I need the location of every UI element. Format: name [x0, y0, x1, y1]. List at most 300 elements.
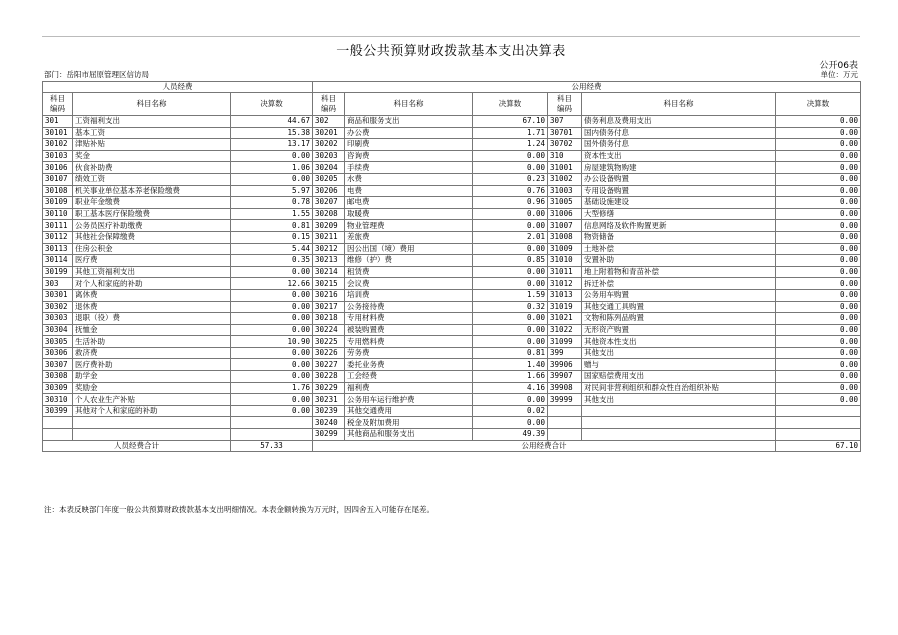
table-row: [43, 347, 861, 359]
report-title: 一般公共预算财政拨款基本支出决算表: [336, 44, 566, 59]
public-b-code-cell: 31099: [548, 336, 582, 348]
personnel-name-cell: [73, 429, 231, 441]
table-row: [43, 382, 861, 394]
header-amount: 决算数: [776, 93, 861, 116]
public-a-amount-cell: 1.40: [473, 359, 548, 371]
public-a-amount-cell: 0.76: [473, 185, 548, 197]
header-code: 科目 编码: [43, 93, 73, 116]
public-a-name-cell: 因公出国（境）费用: [345, 243, 473, 255]
public-a-name-cell: 其他交通费用: [345, 405, 473, 417]
public-b-amount-cell: 0.00: [776, 231, 861, 243]
personnel-code-cell: 30307: [43, 359, 73, 371]
public-b-amount-cell: [776, 417, 861, 429]
public-b-name-cell: 土地补偿: [582, 243, 776, 255]
table-row: [43, 324, 861, 336]
public-a-code-cell: 30239: [313, 405, 345, 417]
header-amount: 决算数: [231, 93, 313, 116]
header-name: 科目名称: [582, 93, 776, 116]
personnel-code-cell: 301: [43, 116, 73, 128]
public-a-name-cell: 专用燃料费: [345, 336, 473, 348]
personnel-amount-cell: 0.00: [231, 405, 313, 417]
table-row: [43, 255, 861, 267]
public-a-code-cell: 30211: [313, 231, 345, 243]
expenditure-table: [42, 81, 861, 452]
public-a-amount-cell: 0.00: [473, 324, 548, 336]
public-b-name-cell: 房屋建筑物购建: [582, 162, 776, 174]
personnel-amount-cell: 0.00: [231, 266, 313, 278]
public-b-code-cell: [548, 405, 582, 417]
public-b-amount-cell: 0.00: [776, 336, 861, 348]
public-a-code-cell: 30224: [313, 324, 345, 336]
public-a-amount-cell: 0.00: [473, 417, 548, 429]
public-a-code-cell: 30205: [313, 173, 345, 185]
personnel-amount-cell: 0.00: [231, 359, 313, 371]
public-a-code-cell: 30201: [313, 127, 345, 139]
personnel-name-cell: 个人农业生产补贴: [73, 394, 231, 406]
personnel-code-cell: 30308: [43, 371, 73, 383]
personnel-name-cell: 离休费: [73, 289, 231, 301]
public-b-code-cell: 30702: [548, 139, 582, 151]
personnel-amount-cell: 0.00: [231, 150, 313, 162]
personnel-code-cell: [43, 429, 73, 441]
public-b-amount-cell: 0.00: [776, 324, 861, 336]
personnel-code-cell: 30101: [43, 127, 73, 139]
personnel-code-cell: 30111: [43, 220, 73, 232]
personnel-code-cell: 30107: [43, 173, 73, 185]
personnel-amount-cell: 1.55: [231, 208, 313, 220]
personnel-code-cell: 30305: [43, 336, 73, 348]
public-b-code-cell: 307: [548, 116, 582, 128]
table-row: [43, 185, 861, 197]
public-b-amount-cell: [776, 405, 861, 417]
public-b-code-cell: 310: [548, 150, 582, 162]
public-a-name-cell: 邮电费: [345, 197, 473, 209]
public-b-name-cell: [582, 429, 776, 441]
public-b-code-cell: 31003: [548, 185, 582, 197]
public-b-code-cell: 31007: [548, 220, 582, 232]
public-a-name-cell: 培训费: [345, 289, 473, 301]
personnel-code-cell: 30109: [43, 197, 73, 209]
public-b-amount-cell: 0.00: [776, 382, 861, 394]
public-b-name-cell: 地上附着物和青苗补偿: [582, 266, 776, 278]
personnel-total-value: 57.33: [231, 440, 313, 452]
public-b-code-cell: 31012: [548, 278, 582, 290]
public-b-amount-cell: 0.00: [776, 173, 861, 185]
personnel-name-cell: 退休费: [73, 301, 231, 313]
table-row: [43, 301, 861, 313]
public-b-code-cell: 39999: [548, 394, 582, 406]
section-public: 公用经费: [313, 82, 861, 93]
public-b-name-cell: 公务用车购置: [582, 289, 776, 301]
personnel-name-cell: 其他社会保障缴费: [73, 231, 231, 243]
public-a-amount-cell: 0.00: [473, 162, 548, 174]
public-a-amount-cell: 1.24: [473, 139, 548, 151]
public-a-name-cell: 公务用车运行维护费: [345, 394, 473, 406]
public-a-code-cell: 30240: [313, 417, 345, 429]
personnel-code-cell: 30199: [43, 266, 73, 278]
public-b-amount-cell: 0.00: [776, 371, 861, 383]
public-b-amount-cell: 0.00: [776, 255, 861, 267]
public-b-code-cell: 30701: [548, 127, 582, 139]
personnel-amount-cell: [231, 429, 313, 441]
public-b-name-cell: 债务利息及费用支出: [582, 116, 776, 128]
personnel-code-cell: 30112: [43, 231, 73, 243]
table-row: [43, 127, 861, 139]
public-a-amount-cell: 1.71: [473, 127, 548, 139]
personnel-name-cell: 抚恤金: [73, 324, 231, 336]
personnel-code-cell: 30303: [43, 313, 73, 325]
personnel-amount-cell: 0.00: [231, 289, 313, 301]
public-a-amount-cell: 49.39: [473, 429, 548, 441]
public-a-code-cell: 30228: [313, 371, 345, 383]
table-row: [43, 243, 861, 255]
public-total-value: 67.10: [776, 440, 861, 452]
public-a-amount-cell: 0.85: [473, 255, 548, 267]
personnel-amount-cell: 13.17: [231, 139, 313, 151]
public-b-name-cell: 信息网络及软件购置更新: [582, 220, 776, 232]
personnel-name-cell: 职工基本医疗保险缴费: [73, 208, 231, 220]
personnel-name-cell: 基本工资: [73, 127, 231, 139]
public-b-amount-cell: 0.00: [776, 289, 861, 301]
personnel-name-cell: 助学金: [73, 371, 231, 383]
totals-row: [43, 440, 861, 452]
public-b-code-cell: 39906: [548, 359, 582, 371]
table-row: [43, 220, 861, 232]
public-b-amount-cell: 0.00: [776, 162, 861, 174]
public-b-amount-cell: 0.00: [776, 197, 861, 209]
public-a-code-cell: 30225: [313, 336, 345, 348]
public-b-name-cell: 基础设施建设: [582, 197, 776, 209]
table-row: [43, 359, 861, 371]
personnel-code-cell: 30306: [43, 347, 73, 359]
public-a-name-cell: 咨询费: [345, 150, 473, 162]
personnel-name-cell: 其他工资福利支出: [73, 266, 231, 278]
public-a-name-cell: 税金及附加费用: [345, 417, 473, 429]
personnel-amount-cell: 0.00: [231, 347, 313, 359]
public-a-code-cell: 302: [313, 116, 345, 128]
public-b-code-cell: 31011: [548, 266, 582, 278]
public-a-name-cell: 办公费: [345, 127, 473, 139]
public-total-label: 公用经费合计: [313, 440, 776, 452]
public-a-amount-cell: 0.23: [473, 173, 548, 185]
header-code: 科目 编码: [313, 93, 345, 116]
public-a-code-cell: 30213: [313, 255, 345, 267]
public-b-code-cell: [548, 417, 582, 429]
public-a-amount-cell: 0.81: [473, 347, 548, 359]
personnel-name-cell: 职业年金缴费: [73, 197, 231, 209]
public-a-code-cell: 30217: [313, 301, 345, 313]
personnel-amount-cell: 0.78: [231, 197, 313, 209]
public-b-name-cell: 国内债务付息: [582, 127, 776, 139]
table-row: [43, 197, 861, 209]
public-a-amount-cell: 2.01: [473, 231, 548, 243]
public-a-name-cell: 被装购置费: [345, 324, 473, 336]
personnel-code-cell: [43, 417, 73, 429]
public-b-name-cell: 物资储备: [582, 231, 776, 243]
unit-label: 单位：万元: [820, 70, 858, 79]
public-a-amount-cell: 67.10: [473, 116, 548, 128]
public-b-code-cell: 31002: [548, 173, 582, 185]
public-b-name-cell: 国家赔偿费用支出: [582, 371, 776, 383]
public-a-code-cell: 30206: [313, 185, 345, 197]
table-row: [43, 313, 861, 325]
public-b-code-cell: 39908: [548, 382, 582, 394]
table-row: [43, 371, 861, 383]
public-b-amount-cell: 0.00: [776, 139, 861, 151]
public-b-name-cell: 文物和陈列品购置: [582, 313, 776, 325]
section-personnel: 人员经费: [43, 82, 313, 93]
public-a-code-cell: 30209: [313, 220, 345, 232]
public-a-code-cell: 30204: [313, 162, 345, 174]
personnel-amount-cell: 44.67: [231, 116, 313, 128]
public-a-name-cell: 工会经费: [345, 371, 473, 383]
public-a-name-cell: 福利费: [345, 382, 473, 394]
public-a-name-cell: 租赁费: [345, 266, 473, 278]
public-a-name-cell: 印刷费: [345, 139, 473, 151]
personnel-name-cell: [73, 417, 231, 429]
public-b-amount-cell: 0.00: [776, 220, 861, 232]
public-a-amount-cell: 0.00: [473, 243, 548, 255]
personnel-amount-cell: 1.06: [231, 162, 313, 174]
table-row: [43, 405, 861, 417]
personnel-code-cell: 303: [43, 278, 73, 290]
table-row: [43, 231, 861, 243]
public-a-amount-cell: 0.00: [473, 313, 548, 325]
personnel-code-cell: 30309: [43, 382, 73, 394]
public-a-name-cell: 维修（护）费: [345, 255, 473, 267]
public-b-amount-cell: 0.00: [776, 278, 861, 290]
public-a-name-cell: 水费: [345, 173, 473, 185]
public-a-name-cell: 会议费: [345, 278, 473, 290]
public-a-amount-cell: 0.96: [473, 197, 548, 209]
personnel-code-cell: 30304: [43, 324, 73, 336]
personnel-code-cell: 30114: [43, 255, 73, 267]
personnel-code-cell: 30399: [43, 405, 73, 417]
public-b-name-cell: 安置补助: [582, 255, 776, 267]
public-a-code-cell: 30299: [313, 429, 345, 441]
personnel-name-cell: 其他对个人和家庭的补助: [73, 405, 231, 417]
personnel-amount-cell: 0.00: [231, 301, 313, 313]
table-row: [43, 150, 861, 162]
public-b-name-cell: 其他交通工具购置: [582, 301, 776, 313]
public-a-name-cell: 公务接待费: [345, 301, 473, 313]
public-a-code-cell: 30229: [313, 382, 345, 394]
department-label: 部门：岳阳市屈原管理区信访局: [44, 70, 149, 79]
public-b-code-cell: 31001: [548, 162, 582, 174]
table-row: [43, 208, 861, 220]
public-b-amount-cell: 0.00: [776, 394, 861, 406]
public-a-code-cell: 30212: [313, 243, 345, 255]
public-a-name-cell: 物业管理费: [345, 220, 473, 232]
public-a-name-cell: 差旅费: [345, 231, 473, 243]
personnel-name-cell: 津贴补贴: [73, 139, 231, 151]
public-b-amount-cell: 0.00: [776, 347, 861, 359]
header-code: 科目 编码: [548, 93, 582, 116]
public-b-amount-cell: 0.00: [776, 208, 861, 220]
public-a-code-cell: 30202: [313, 139, 345, 151]
personnel-name-cell: 工资福利支出: [73, 116, 231, 128]
public-a-amount-cell: 0.00: [473, 278, 548, 290]
top-border: [42, 36, 860, 37]
personnel-code-cell: 30102: [43, 139, 73, 151]
personnel-total-label: 人员经费合计: [43, 440, 231, 452]
personnel-name-cell: 住房公积金: [73, 243, 231, 255]
table-row: [43, 394, 861, 406]
public-b-amount-cell: 0.00: [776, 313, 861, 325]
public-b-code-cell: 31006: [548, 208, 582, 220]
public-b-code-cell: 31013: [548, 289, 582, 301]
public-a-name-cell: 取暖费: [345, 208, 473, 220]
personnel-code-cell: 30310: [43, 394, 73, 406]
public-b-code-cell: [548, 429, 582, 441]
personnel-code-cell: 30301: [43, 289, 73, 301]
personnel-amount-cell: 15.38: [231, 127, 313, 139]
public-a-name-cell: 商品和服务支出: [345, 116, 473, 128]
public-b-name-cell: 专用设备购置: [582, 185, 776, 197]
personnel-amount-cell: 0.00: [231, 173, 313, 185]
table-row: [43, 162, 861, 174]
public-a-amount-cell: 0.00: [473, 150, 548, 162]
public-b-amount-cell: 0.00: [776, 266, 861, 278]
public-b-name-cell: 办公设备购置: [582, 173, 776, 185]
personnel-code-cell: 30103: [43, 150, 73, 162]
public-a-name-cell: 委托业务费: [345, 359, 473, 371]
personnel-name-cell: 奖励金: [73, 382, 231, 394]
public-b-name-cell: 国外债务付息: [582, 139, 776, 151]
public-b-amount-cell: 0.00: [776, 116, 861, 128]
public-a-code-cell: 30227: [313, 359, 345, 371]
header-name: 科目名称: [73, 93, 231, 116]
public-b-code-cell: 39907: [548, 371, 582, 383]
personnel-amount-cell: 0.35: [231, 255, 313, 267]
public-a-name-cell: 电费: [345, 185, 473, 197]
table-row: [43, 278, 861, 290]
public-a-amount-cell: 0.02: [473, 405, 548, 417]
public-a-code-cell: 30231: [313, 394, 345, 406]
personnel-code-cell: 30108: [43, 185, 73, 197]
public-b-code-cell: 31019: [548, 301, 582, 313]
personnel-amount-cell: 0.00: [231, 324, 313, 336]
form-code: 公开06表: [819, 61, 858, 71]
column-header-row: [43, 93, 861, 116]
public-b-name-cell: 对民间非营利组织和群众性自治组织补贴: [582, 382, 776, 394]
public-a-name-cell: 专用材料费: [345, 313, 473, 325]
public-b-name-cell: 大型修缮: [582, 208, 776, 220]
personnel-name-cell: 医疗费: [73, 255, 231, 267]
table-row: [43, 173, 861, 185]
public-a-code-cell: 30208: [313, 208, 345, 220]
personnel-name-cell: 救济费: [73, 347, 231, 359]
public-b-code-cell: 399: [548, 347, 582, 359]
section-header-row: [43, 82, 861, 93]
public-a-name-cell: 手续费: [345, 162, 473, 174]
public-a-code-cell: 30226: [313, 347, 345, 359]
public-a-amount-cell: 4.16: [473, 382, 548, 394]
public-a-amount-cell: 0.00: [473, 266, 548, 278]
personnel-name-cell: 对个人和家庭的补助: [73, 278, 231, 290]
public-b-amount-cell: 0.00: [776, 127, 861, 139]
public-a-amount-cell: 1.66: [473, 371, 548, 383]
public-a-amount-cell: 0.00: [473, 208, 548, 220]
public-a-amount-cell: 0.00: [473, 394, 548, 406]
public-a-amount-cell: 1.59: [473, 289, 548, 301]
public-a-amount-cell: 0.32: [473, 301, 548, 313]
personnel-name-cell: 退职（役）费: [73, 313, 231, 325]
personnel-amount-cell: 0.00: [231, 371, 313, 383]
personnel-name-cell: 医疗费补助: [73, 359, 231, 371]
public-a-code-cell: 30216: [313, 289, 345, 301]
personnel-amount-cell: 0.81: [231, 220, 313, 232]
personnel-name-cell: 伙食补助费: [73, 162, 231, 174]
public-b-code-cell: 31008: [548, 231, 582, 243]
public-b-code-cell: 31005: [548, 197, 582, 209]
public-a-code-cell: 30218: [313, 313, 345, 325]
public-a-code-cell: 30215: [313, 278, 345, 290]
personnel-amount-cell: 10.90: [231, 336, 313, 348]
public-b-amount-cell: [776, 429, 861, 441]
personnel-code-cell: 30302: [43, 301, 73, 313]
public-b-name-cell: 资本性支出: [582, 150, 776, 162]
public-b-amount-cell: 0.00: [776, 301, 861, 313]
public-a-code-cell: 30214: [313, 266, 345, 278]
public-a-amount-cell: 0.00: [473, 336, 548, 348]
public-b-name-cell: 其他支出: [582, 394, 776, 406]
personnel-code-cell: 30110: [43, 208, 73, 220]
public-b-name-cell: 无形资产购置: [582, 324, 776, 336]
personnel-code-cell: 30113: [43, 243, 73, 255]
personnel-amount-cell: 0.00: [231, 313, 313, 325]
public-a-name-cell: 其他商品和服务支出: [345, 429, 473, 441]
public-a-code-cell: 30207: [313, 197, 345, 209]
public-b-amount-cell: 0.00: [776, 243, 861, 255]
personnel-amount-cell: 5.44: [231, 243, 313, 255]
public-a-code-cell: 30203: [313, 150, 345, 162]
public-b-amount-cell: 0.00: [776, 150, 861, 162]
personnel-name-cell: 奖金: [73, 150, 231, 162]
public-b-code-cell: 31010: [548, 255, 582, 267]
header-name: 科目名称: [345, 93, 473, 116]
personnel-name-cell: 机关事业单位基本养老保险缴费: [73, 185, 231, 197]
table-row: [43, 289, 861, 301]
public-b-name-cell: 其他支出: [582, 347, 776, 359]
personnel-name-cell: 生活补助: [73, 336, 231, 348]
table-row: [43, 429, 861, 441]
table-row: [43, 417, 861, 429]
footnote: 注：本表反映部门年度一般公共预算财政拨款基本支出明细情况。本表金额转换为万元时，因四舍五入可能存在尾差。: [44, 505, 434, 514]
public-b-code-cell: 31009: [548, 243, 582, 255]
public-b-code-cell: 31021: [548, 313, 582, 325]
public-b-amount-cell: 0.00: [776, 359, 861, 371]
table-row: [43, 266, 861, 278]
public-b-amount-cell: 0.00: [776, 185, 861, 197]
personnel-name-cell: 公务员医疗补助缴费: [73, 220, 231, 232]
personnel-name-cell: 绩效工资: [73, 173, 231, 185]
public-b-code-cell: 31022: [548, 324, 582, 336]
public-a-name-cell: 劳务费: [345, 347, 473, 359]
table-row: [43, 139, 861, 151]
personnel-amount-cell: 12.66: [231, 278, 313, 290]
personnel-amount-cell: 0.00: [231, 394, 313, 406]
header-amount: 决算数: [473, 93, 548, 116]
personnel-amount-cell: 0.15: [231, 231, 313, 243]
public-a-amount-cell: 0.00: [473, 220, 548, 232]
table-row: [43, 336, 861, 348]
public-b-name-cell: 其他资本性支出: [582, 336, 776, 348]
personnel-amount-cell: 1.76: [231, 382, 313, 394]
public-b-name-cell: 赠与: [582, 359, 776, 371]
personnel-code-cell: 30106: [43, 162, 73, 174]
public-b-name-cell: [582, 417, 776, 429]
